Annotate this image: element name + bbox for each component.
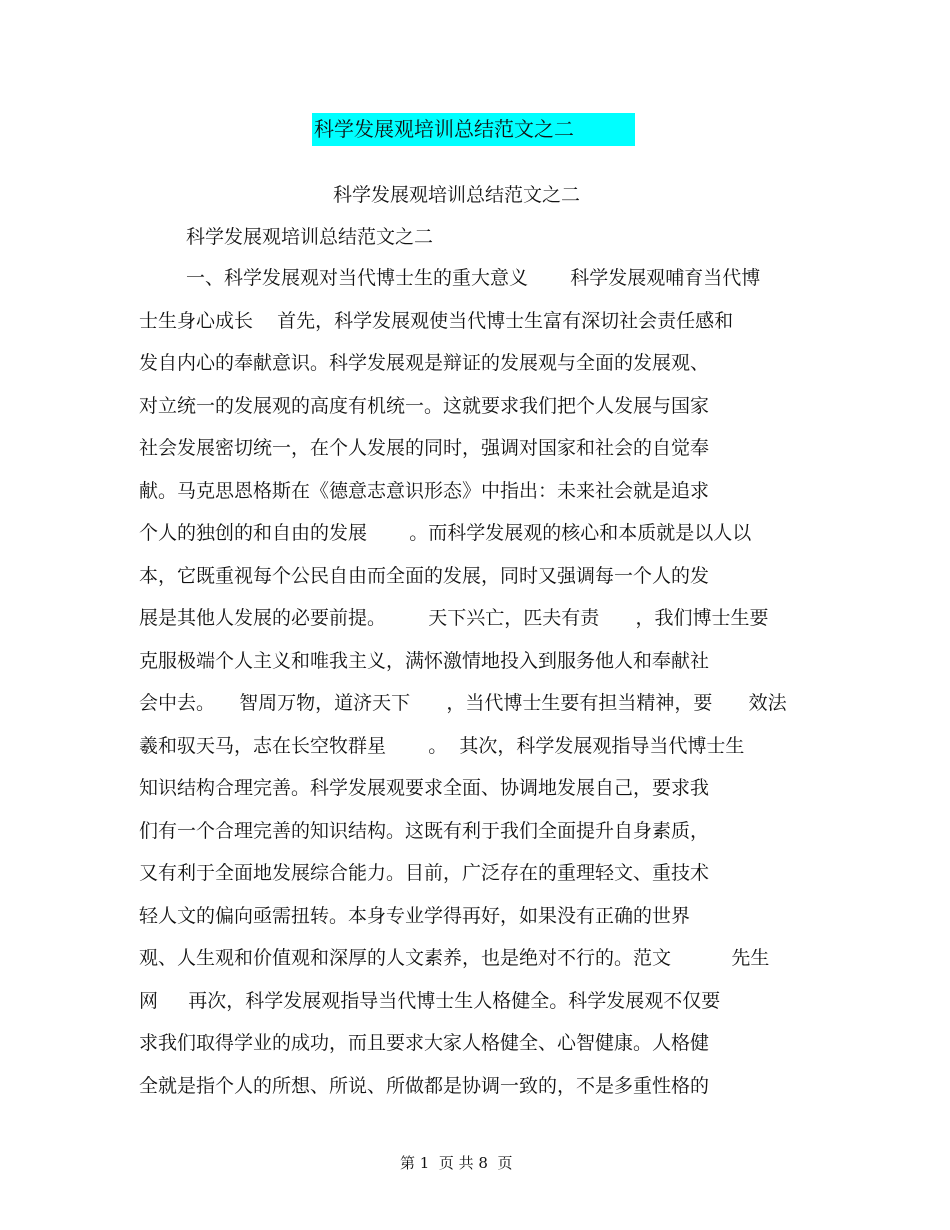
body-line: 对立统一的发展观的高度有机统一。这就要求我们把个人发展与国家 [139, 395, 710, 417]
body-line: 又有利于全面地发展综合能力。目前，广泛存在的重理轻文、重技术 [139, 862, 710, 884]
document-subtitle: 科学发展观培训总结范文之二 [333, 184, 581, 206]
document-title: 科学发展观培训总结范文之二 [314, 117, 574, 141]
page-number: 第 1 页 共 8 页 [400, 1154, 513, 1172]
body-line: 求我们取得学业的成功，而且要求大家人格健全、心智健康。人格健 [139, 1032, 710, 1054]
body-line: 献。马克思恩格斯在《德意志意识形态》中指出：未来社会就是追求 [139, 480, 710, 502]
body-line: 社会发展密切统一，在个人发展的同时，强调对国家和社会的自觉奉 [139, 437, 710, 459]
body-line: 们有一个合理完善的知识结构。这既有利于我们全面提升自身素质， [139, 820, 710, 842]
body-line: 知识结构合理完善。科学发展观要求全面、协调地发展自己，要求我 [139, 777, 710, 799]
document-heading: 科学发展观培训总结范文之二 [186, 226, 434, 248]
body-line: 羲和驭天马，志在长空牧群星 。 其次，科学发展观指导当代博士生 [139, 735, 745, 757]
body-line: 会中去。 智周万物，道济天下 ，当代博士生要有担当精神，要 效法 [139, 692, 787, 714]
body-line: 本，它既重视每个公民自由而全面的发展，同时又强调每一个人的发 [139, 565, 710, 587]
body-line: 士生身心成长 首先，科学发展观使当代博士生富有深切社会责任感和 [139, 310, 734, 332]
body-line: 轻人文的偏向亟需扭转。本身专业学得再好，如果没有正确的世界 [139, 905, 691, 927]
body-line: 全就是指个人的所想、所说、所做都是协调一致的，不是多重性格的 [139, 1075, 710, 1097]
body-line: 展是其他人发展的必要前提。 天下兴亡，匹夫有责 ，我们博士生要 [139, 607, 769, 629]
body-line: 克服极端个人主义和唯我主义，满怀激情地投入到服务他人和奉献社 [139, 650, 710, 672]
body-line: 一、科学发展观对当代博士生的重大意义 科学发展观哺育当代博 [186, 267, 761, 289]
body-line: 发自内心的奉献意识。科学发展观是辩证的发展观与全面的发展观、 [139, 352, 710, 374]
body-line: 个人的独创的和自由的发展 。而科学发展观的核心和本质就是以人以 [139, 522, 752, 544]
body-line: 网 再次，科学发展观指导当代博士生人格健全。科学发展观不仅要 [139, 990, 721, 1012]
body-line: 观、人生观和价值观和深厚的人文素养，也是绝对不行的。范文 先生 [139, 947, 770, 969]
